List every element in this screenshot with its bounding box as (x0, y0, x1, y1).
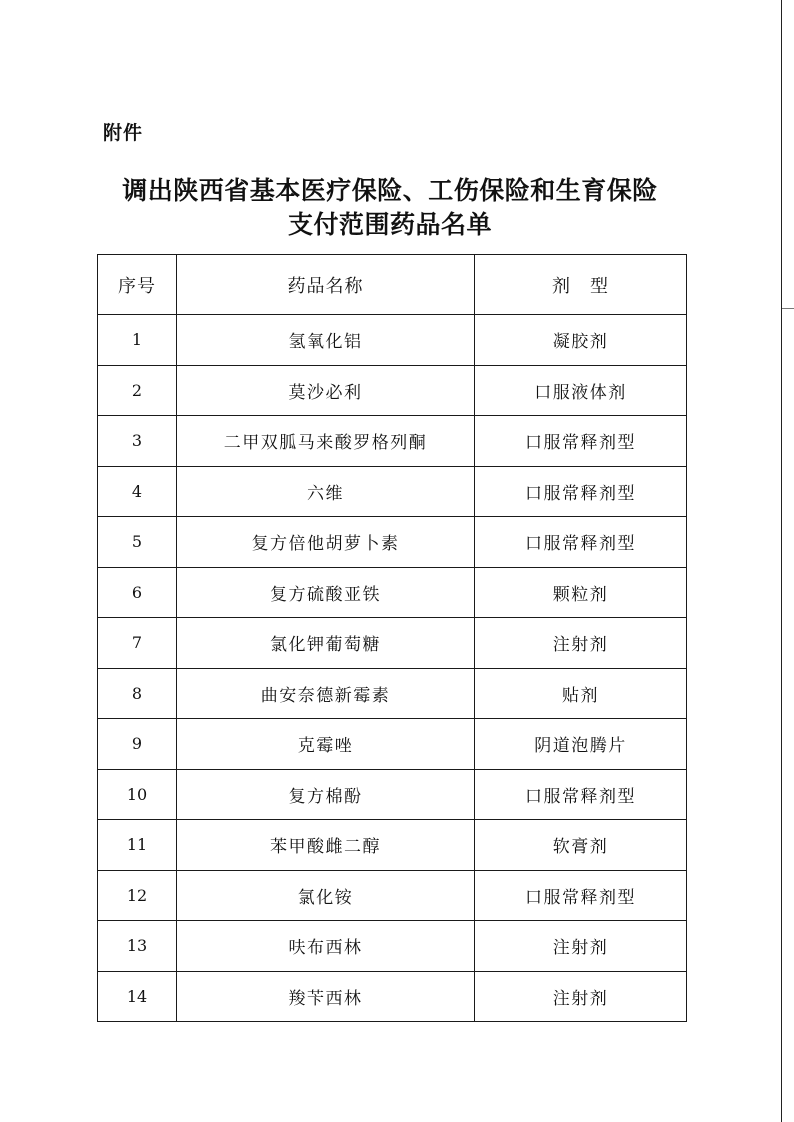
row-dosage-form: 颗粒剂 (475, 567, 687, 618)
table-row (98, 719, 687, 770)
row-index: 8 (98, 668, 177, 719)
page-edge-tick (782, 308, 794, 309)
row-dosage-form: 注射剂 (475, 618, 687, 669)
table-row (98, 567, 687, 618)
row-drug-name: 六维 (177, 466, 475, 517)
row-index: 14 (98, 971, 177, 1022)
row-drug-name: 氢氧化铝 (177, 315, 475, 366)
row-index: 12 (98, 870, 177, 921)
table-row (98, 315, 687, 366)
row-dosage-form: 口服常释剂型 (475, 416, 687, 467)
table-header-row (98, 255, 687, 315)
row-index: 6 (98, 567, 177, 618)
row-drug-name: 复方棉酚 (177, 769, 475, 820)
page-edge-line (781, 0, 782, 1122)
row-index: 13 (98, 921, 177, 972)
table-row (98, 870, 687, 921)
header-index: 序号 (98, 255, 177, 315)
header-dosage-form: 剂 型 (475, 255, 687, 315)
table-row (98, 416, 687, 467)
row-index: 10 (98, 769, 177, 820)
row-index: 3 (98, 416, 177, 467)
row-index: 2 (98, 365, 177, 416)
row-dosage-form: 注射剂 (475, 921, 687, 972)
row-dosage-form: 口服常释剂型 (475, 466, 687, 517)
row-drug-name: 氯化钾葡萄糖 (177, 618, 475, 669)
row-dosage-form: 口服常释剂型 (475, 517, 687, 568)
row-drug-name: 复方倍他胡萝卜素 (177, 517, 475, 568)
row-drug-name: 羧苄西林 (177, 971, 475, 1022)
row-index: 4 (98, 466, 177, 517)
row-index: 7 (98, 618, 177, 669)
row-drug-name: 莫沙必利 (177, 365, 475, 416)
row-dosage-form: 贴剂 (475, 668, 687, 719)
row-dosage-form: 口服液体剂 (475, 365, 687, 416)
table-row (98, 466, 687, 517)
row-drug-name: 克霉唑 (177, 719, 475, 770)
row-dosage-form: 凝胶剂 (475, 315, 687, 366)
row-dosage-form: 注射剂 (475, 971, 687, 1022)
row-index: 1 (98, 315, 177, 366)
row-dosage-form: 阴道泡腾片 (475, 719, 687, 770)
row-dosage-form: 软膏剂 (475, 820, 687, 871)
row-dosage-form: 口服常释剂型 (475, 769, 687, 820)
row-index: 11 (98, 820, 177, 871)
document-title-line-2: 支付范围药品名单 (287, 210, 492, 239)
attachment-label: 附件 (103, 122, 144, 144)
table-row (98, 365, 687, 416)
table-row (98, 971, 687, 1022)
row-index: 9 (98, 719, 177, 770)
row-drug-name: 氯化铵 (177, 870, 475, 921)
row-dosage-form: 口服常释剂型 (475, 870, 687, 921)
table-row (98, 517, 687, 568)
row-drug-name: 呋布西林 (177, 921, 475, 972)
table-row (98, 668, 687, 719)
header-drug-name: 药品名称 (177, 255, 475, 315)
document-title-line-1: 调出陕西省基本医疗保险、工伤保险和生育保险 (122, 176, 658, 205)
row-drug-name: 曲安奈德新霉素 (177, 668, 475, 719)
row-drug-name: 复方硫酸亚铁 (177, 567, 475, 618)
row-drug-name: 苯甲酸雌二醇 (177, 820, 475, 871)
table-row (98, 921, 687, 972)
table-row (98, 618, 687, 669)
drug-list-table (97, 254, 687, 1022)
table-row (98, 820, 687, 871)
row-drug-name: 二甲双胍马来酸罗格列酮 (177, 416, 475, 467)
table-row (98, 769, 687, 820)
row-index: 5 (98, 517, 177, 568)
